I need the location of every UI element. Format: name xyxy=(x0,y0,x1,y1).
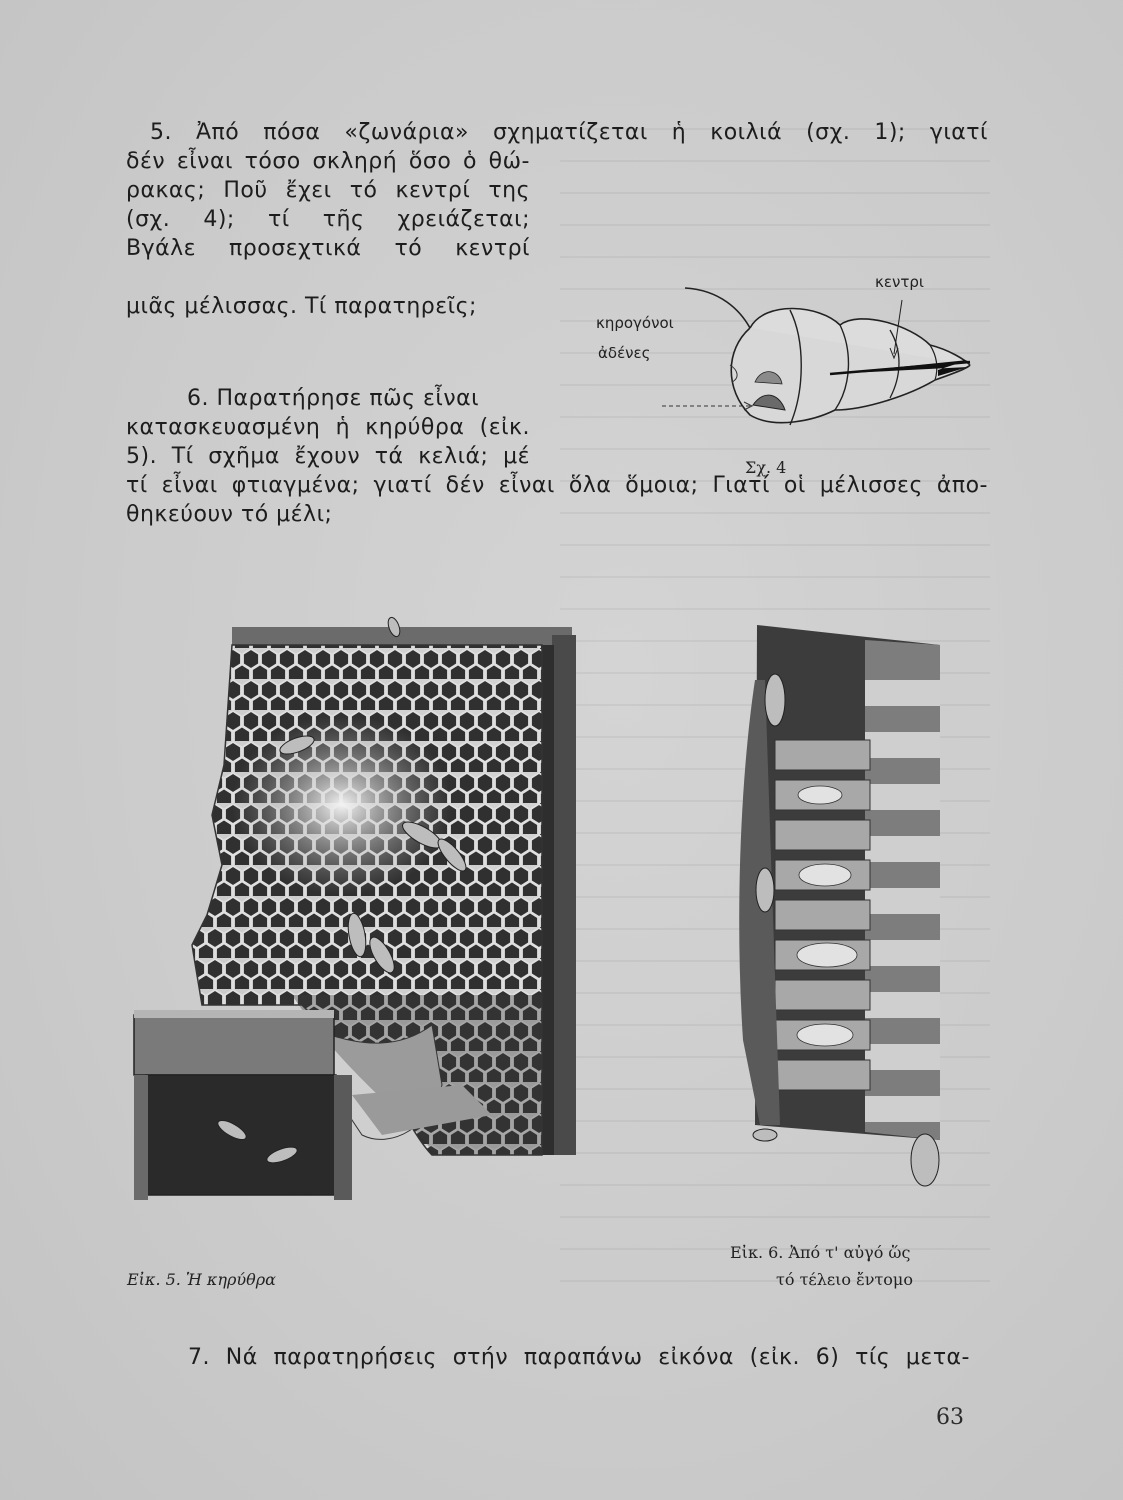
page-number: 63 xyxy=(936,1405,964,1430)
text-line: Βγάλε προσεχτικά τό κεντρί xyxy=(126,236,530,261)
text-line: ρακας; Ποῦ ἔχει τό κεντρί της xyxy=(126,178,530,203)
figure-6-caption-line-1: Εἰκ. 6. Ἀπό τ' αὐγό ὥς xyxy=(730,1243,911,1262)
comb-steps xyxy=(865,680,940,1122)
question-6-first-line xyxy=(187,384,527,413)
figure-4-caption: Σχ. 4 xyxy=(745,458,787,477)
question-6-wide-lines xyxy=(126,471,988,529)
question-7 xyxy=(188,1343,970,1372)
text-line: 5. Ἀπό πόσα «ζωνάρια» σχηματίζεται ἡ κοιλιά (σχ. 1); γιατί xyxy=(150,120,988,145)
text-line: 7. Νά παρατηρήσεις στήν παραπάνω εἰκόνα (εἰκ. 6) τίς μετα- xyxy=(188,1345,970,1370)
text-line: (σχ. 4); τί τῆς χρειάζεται; xyxy=(126,207,530,232)
text-line: θηκεύουν τό μέλι; xyxy=(126,502,333,527)
sting-label: κεντρι xyxy=(875,273,924,291)
wax-glands-label-2: ἀδένες xyxy=(598,344,651,362)
question-6-body xyxy=(126,413,530,471)
text-line: μιᾶς μέλισσας. Τί παρατηρεῖς; xyxy=(126,294,477,319)
text-line: 6. Παρατήρησε πῶς εἶναι xyxy=(187,386,480,411)
text-line: 5). Τί σχῆμα ἔχουν τά κελιά; μέ xyxy=(126,444,530,469)
figure-5-honeycomb-illustration xyxy=(132,615,607,1215)
text-line: κατασκευασμένη ἡ κηρύθρα (εἰκ. xyxy=(126,415,530,440)
text-line: δέν εἶναι τόσο σκληρή ὅσο ὁ θώ- xyxy=(126,149,530,174)
wax-glands-label-1: κηρογόνοι xyxy=(596,314,674,332)
figure-6-caption-line-2: τό τέλειο ἔντομο xyxy=(776,1270,913,1289)
figure-4-bee-abdomen xyxy=(590,270,990,470)
question-5-body xyxy=(126,147,530,263)
text-line: τί εἶναι φτιαγμένα; γιατί δέν εἶναι ὅλα ὅμοια; Γιατί οἱ μέλισσες ἀπο- xyxy=(126,473,988,498)
question-5-first-line xyxy=(150,118,988,147)
figure-5-caption: Εἰκ. 5. Ἡ κηρύθρα xyxy=(127,1270,276,1289)
question-5-last-line xyxy=(126,292,530,321)
figure-6-comb-section-illustration xyxy=(735,620,965,1205)
